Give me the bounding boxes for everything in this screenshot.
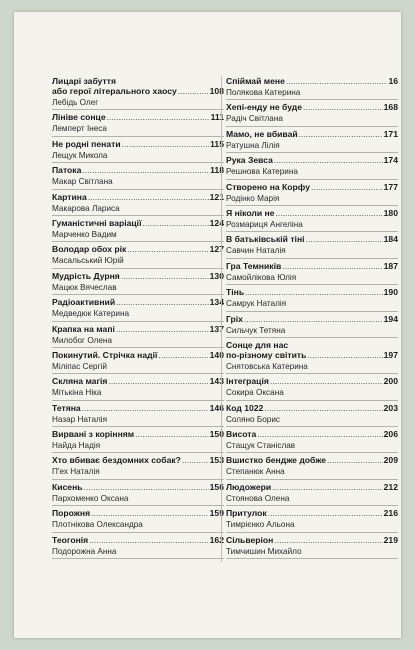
entry-author: Решнова Катерина [226,167,298,177]
toc-entry [226,533,398,559]
dot-leader [275,208,382,218]
column-divider [221,76,222,562]
entry-title: Вшистко бендже добже [226,455,327,466]
page-number: 127 [209,244,224,255]
page-number: 200 [383,376,398,387]
page-number: 115 [210,138,224,149]
page-number: 124 [209,217,224,228]
entry-title-line [226,455,398,465]
entry-author: Родінко Марія [226,193,280,203]
page-number: 153 [209,455,224,466]
entry-author: Лебідь Олег [52,98,99,107]
entry-author: Розмариця Ангеліна [226,219,303,229]
entry-title-line [52,535,224,545]
toc-entry [52,190,224,216]
page-number: 219 [383,534,398,545]
entry-author: Мацюк Вячеслав [52,282,117,292]
entry-title-line [52,429,224,439]
entry-title-line [52,455,224,465]
entry-title-line [52,297,224,307]
entry-author: Марченко Вадим [52,229,117,239]
entry-title-line [226,287,398,297]
entry-title: Радіоактивний [52,297,116,308]
entry-author: Тимрієнко Альона [226,520,295,530]
entry-title: Тетяна [52,402,81,413]
entry-author: Плотнікова Олександра [52,520,143,530]
dot-leader [311,182,383,192]
page-number: 168 [383,102,398,113]
dot-leader [91,508,209,518]
entry-title: Хепі-енду не буде [226,102,303,113]
toc-entry [52,242,224,268]
entry-title: Гріх [226,313,243,324]
dot-leader [121,271,209,281]
toc-entry [52,137,224,163]
page-number: 140 [209,349,224,360]
toc-entry [226,453,398,479]
entry-title-line [52,508,224,518]
entry-title: Рука Зевса [226,155,273,166]
dot-leader [182,455,209,465]
entry-author: П'ех Наталія [52,467,100,477]
dot-leader [127,244,208,254]
entry-title: Покинутий. Стрічка надії [52,349,158,360]
entry-author: Самойлікова Юлія [226,272,297,282]
entry-author: Стоянова Олена [226,493,290,503]
toc-entry [52,480,224,506]
entry-author: Міліпас Сергій [52,361,107,371]
page-number: 209 [383,455,398,466]
entry-title: Спіймай мене [226,76,285,86]
page-number: 137 [209,323,224,334]
page-number: 180 [383,207,398,218]
entry-author: Тимчишин Михайло [226,546,302,556]
entry-title-line [52,324,224,334]
entry-title-line [226,314,398,324]
page-number: 146 [209,402,224,413]
page-number: 216 [383,508,398,519]
entry-title-line [52,403,224,413]
dot-leader [274,155,383,165]
entry-title: Людожери [226,481,272,492]
dot-leader [88,192,209,202]
page-number: 190 [383,287,398,298]
page-number: 203 [383,402,398,413]
entry-title-line [52,165,224,175]
entry-title: В батьківській тіні [226,234,305,245]
entry-author: Самрук Наталія [226,299,287,309]
entry-title: Мудрість Дурня [52,270,120,281]
page-number: 162 [209,534,224,545]
entry-author: Степанюк Анна [226,467,285,477]
toc-column-right [226,74,398,559]
entry-title-line [52,112,224,122]
page-number: 121 [209,191,224,202]
entry-author: Снятовська Катерина [226,361,308,371]
entry-title-line [226,76,398,86]
dot-leader [268,508,383,518]
dot-leader [303,102,383,112]
toc-entry [226,480,398,506]
page-number: 212 [383,481,398,492]
dot-leader [245,287,383,297]
toc-entry [226,100,398,126]
toc-entry [226,338,398,374]
entry-title-line [52,86,224,96]
toc-column-left [52,74,224,559]
toc-entry [226,374,398,400]
toc-entry [226,506,398,532]
dot-leader [270,376,383,386]
entry-author: Подорожна Анна [52,546,117,556]
toc-entry [52,163,224,189]
entry-title-line [226,376,398,386]
dot-leader [244,314,383,324]
toc-entry [52,427,224,453]
page-number: 130 [209,270,224,281]
entry-title-line [226,182,398,192]
entry-author: Макарова Лариса [52,203,120,213]
toc-entry [226,312,398,338]
dot-leader [116,297,209,307]
entry-author: Милобог Олена [52,335,113,345]
dot-leader [89,535,208,545]
entry-title: Сільверіон [226,534,274,545]
entry-author: Савчин Наталія [226,246,286,256]
page-number: 111 [210,112,224,123]
dot-leader [135,429,209,439]
entry-title: або герої літерального хаосу [52,86,177,96]
entry-title-line [226,234,398,244]
book-page [14,12,401,638]
toc-entry [52,216,224,242]
entry-title-line [226,429,398,439]
page-number: 150 [209,429,224,440]
toc-entry [226,153,398,179]
page-number: 197 [383,349,398,360]
entry-title: Теогонія [52,534,89,545]
toc-entry [226,206,398,232]
toc-entry [52,533,224,559]
page-number: 171 [383,128,398,139]
toc-entry [52,348,224,374]
entry-title: Патока [52,165,82,176]
entry-title: Крапка на мапі [52,323,115,334]
entry-title: Код 1022 [226,402,264,413]
page-number: 143 [209,376,224,387]
entry-title: Порожня [52,508,91,519]
toc-entry [226,259,398,285]
entry-author: Стащук Станіслав [226,441,296,451]
toc-entry [226,74,398,100]
entry-title: Кисень [52,481,83,492]
entry-author: Радіч Світлана [226,114,283,124]
dot-leader [116,324,209,334]
entry-title-first-line: Лицарі забуття [52,76,116,86]
entry-author: Найда Надія [52,441,101,451]
page-number: 174 [383,155,398,166]
dot-leader [122,139,210,149]
entry-title-line [226,208,398,218]
entry-title: Не родні пенати [52,138,121,149]
entry-title: Хто вбиває бездомних собак? [52,455,181,466]
entry-title: Притулок [226,508,267,519]
toc-entry [52,322,224,348]
entry-title: Висота [226,429,257,440]
toc-entry [226,180,398,206]
toc-entry [52,269,224,295]
entry-title: Лініве сонце [52,112,106,123]
entry-title-line [52,139,224,149]
entry-title-line [226,261,398,271]
entry-author: Макар Світлана [52,177,113,187]
entry-author: Масальський Юрій [52,256,124,266]
page-number: 108 [209,86,224,96]
dot-leader [84,482,209,492]
entry-title-line [52,271,224,281]
entry-title: Мамо, не вбивай [226,128,298,139]
entry-title: по-різному світить [226,349,307,360]
dot-leader [158,350,208,360]
page-number: 156 [209,481,224,492]
entry-author: Полякова Катерина [226,88,301,97]
dot-leader [274,535,382,545]
entry-title: Вирвані з корінням [52,429,135,440]
entry-title-first-line: Сонце для нас [226,339,289,350]
dot-leader [264,403,382,413]
entry-title: Інтеграція [226,376,269,387]
entry-title-line [52,350,224,360]
dot-leader [257,429,382,439]
entry-title-line [52,218,224,228]
entry-author: Медведюк Катерина [52,309,130,319]
entry-title: Володар обох рік [52,244,127,255]
toc-entry [52,110,224,136]
entry-author: Соляно Борис [226,414,280,424]
entry-title-line [226,482,398,492]
dot-leader [306,234,383,244]
toc-entry [52,295,224,321]
dot-leader [327,455,383,465]
entry-title-line [226,155,398,165]
toc-entry [226,285,398,311]
dot-leader [272,482,383,492]
toc-entry [226,127,398,153]
entry-author: Лемперт Інеса [52,124,107,134]
toc-entry [226,427,398,453]
page-number: 159 [209,508,224,519]
entry-title-line [226,508,398,518]
toc-entry [226,401,398,427]
entry-title-line [226,350,398,360]
page-number: 134 [209,297,224,308]
entry-title: Гра Темників [226,260,282,271]
entry-title-line [226,535,398,545]
dot-leader [178,86,209,96]
dot-leader [82,165,209,175]
entry-author: Сокира Оксана [226,388,284,398]
entry-author: Ратушна Лілія [226,140,280,150]
entry-title: Я ніколи не [226,207,275,218]
entry-title-line [226,129,398,139]
page-number: 184 [383,234,398,245]
dot-leader [299,129,383,139]
dot-leader [107,112,210,122]
page-number: 118 [210,165,224,176]
page-number: 177 [383,181,398,192]
entry-author: Назар Наталія [52,414,108,424]
entry-title: Картина [52,191,87,202]
entry-title-line [226,403,398,413]
entry-author: Лещук Микола [52,150,108,160]
entry-author: Мітькіна Ніка [52,388,102,398]
dot-leader [307,350,382,360]
page-number: 187 [383,260,398,271]
dot-leader [286,76,388,86]
entry-title: Скляна магія [52,376,108,387]
toc-entry [226,232,398,258]
entry-title-line [52,192,224,202]
entry-author: Сильчук Тетяна [226,325,286,335]
page-number: 16 [388,76,398,86]
entry-title: Створено на Корфу [226,181,310,192]
toc-entry [52,74,224,110]
entry-author: Пархоменко Оксана [52,493,129,503]
entry-title-line [52,376,224,386]
toc-entry [52,453,224,479]
dot-leader [282,261,382,271]
page-number: 194 [383,313,398,324]
dot-leader [143,218,209,228]
entry-title: Тінь [226,287,245,298]
toc-entry [52,374,224,400]
entry-title-line [52,482,224,492]
entry-title-line [226,102,398,112]
entry-title-line [52,244,224,254]
page-number: 206 [383,429,398,440]
toc-entry [52,506,224,532]
dot-leader [82,403,209,413]
toc-entry [52,401,224,427]
entry-title: Гуманістичні варіації [52,217,142,228]
dot-leader [108,376,208,386]
